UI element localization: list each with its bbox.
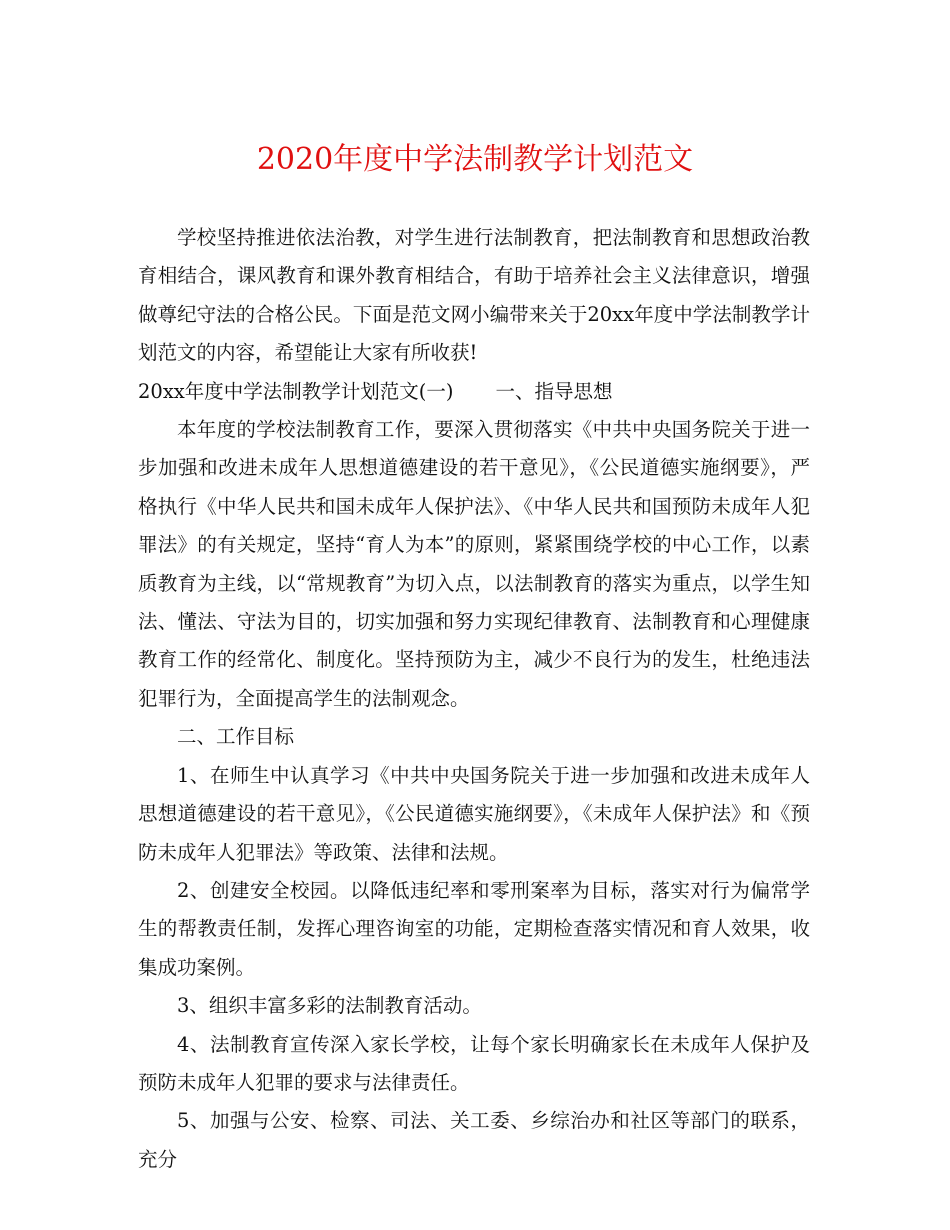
document-body — [138, 219, 810, 1179]
section-heading-guiding: 一、指导思想 — [495, 379, 613, 403]
document-title: 2020年度中学法制教学计划范文 — [256, 142, 694, 177]
sub-title: 20xx年度中学法制教学计划范文(一) — [138, 379, 454, 403]
goal-item: 4、法制教育宣传深入家长学校，让每个家长明确家长在未成年人保护及预防未成年人犯罪的要求与法律责任。 — [138, 1032, 810, 1094]
goal-item: 2、创建安全校园。以降低违纪率和零刑案率为目标，落实对行为偏常学生的帮教责任制，发挥心理咨询室的功能，定期检查落实情况和育人效果，收集成功案例。 — [138, 878, 810, 979]
goal-item: 3、组织丰富多彩的法制教育活动。 — [177, 994, 482, 1018]
goal-item: 5、加强与公安、检察、司法、关工委、乡综治办和社区等部门的联系，充分 — [138, 1109, 810, 1171]
section-heading-goals: 二、工作目标 — [177, 725, 295, 749]
subtitle-line — [138, 373, 810, 411]
goal-item: 1、在师生中认真学习《中共中央国务院关于进一步加强和改进未成年人思想道德建设的若干意见》，《公民道德实施纲要》，《未成年人保护法》和《预防未成年人犯罪法》等政策、法律和法规。 — [138, 763, 810, 864]
intro-paragraph: 学校坚持推进依法治教，对学生进行法制教育，把法制教育和思想政治教育相结合，课风教育和课外教育相结合，有助于培养社会主义法律意识，增强做尊纪守法的合格公民。下面是范文网小编带来关于20xx年度中学法制教学计划范文的内容，希望能让大家有所收获! — [138, 226, 810, 365]
guiding-paragraph: 本年度的学校法制教育工作，要深入贯彻落实《中共中央国务院关于进一步加强和改进未成年人思想道德建设的若干意见》，《公民道德实施纲要》，严格执行《中华人民共和国未成年人保护法》、《中华人民共和国预防未成年人犯罪法》的有关规定，坚持“育人为本”的原则，紧紧围绕学校的中心工作，以素质教育为主线，以“常规教育”为切入点，以法制教育的落实为重点，以学生知法、懂法、守法为目的，切实加强和努力实现纪律教育、法制教育和心理健康教育工作的经常化、制度化。坚持预防为主，减少不良行为的发生，杜绝违法犯罪行为，全面提高学生的法制观念。 — [138, 418, 810, 710]
